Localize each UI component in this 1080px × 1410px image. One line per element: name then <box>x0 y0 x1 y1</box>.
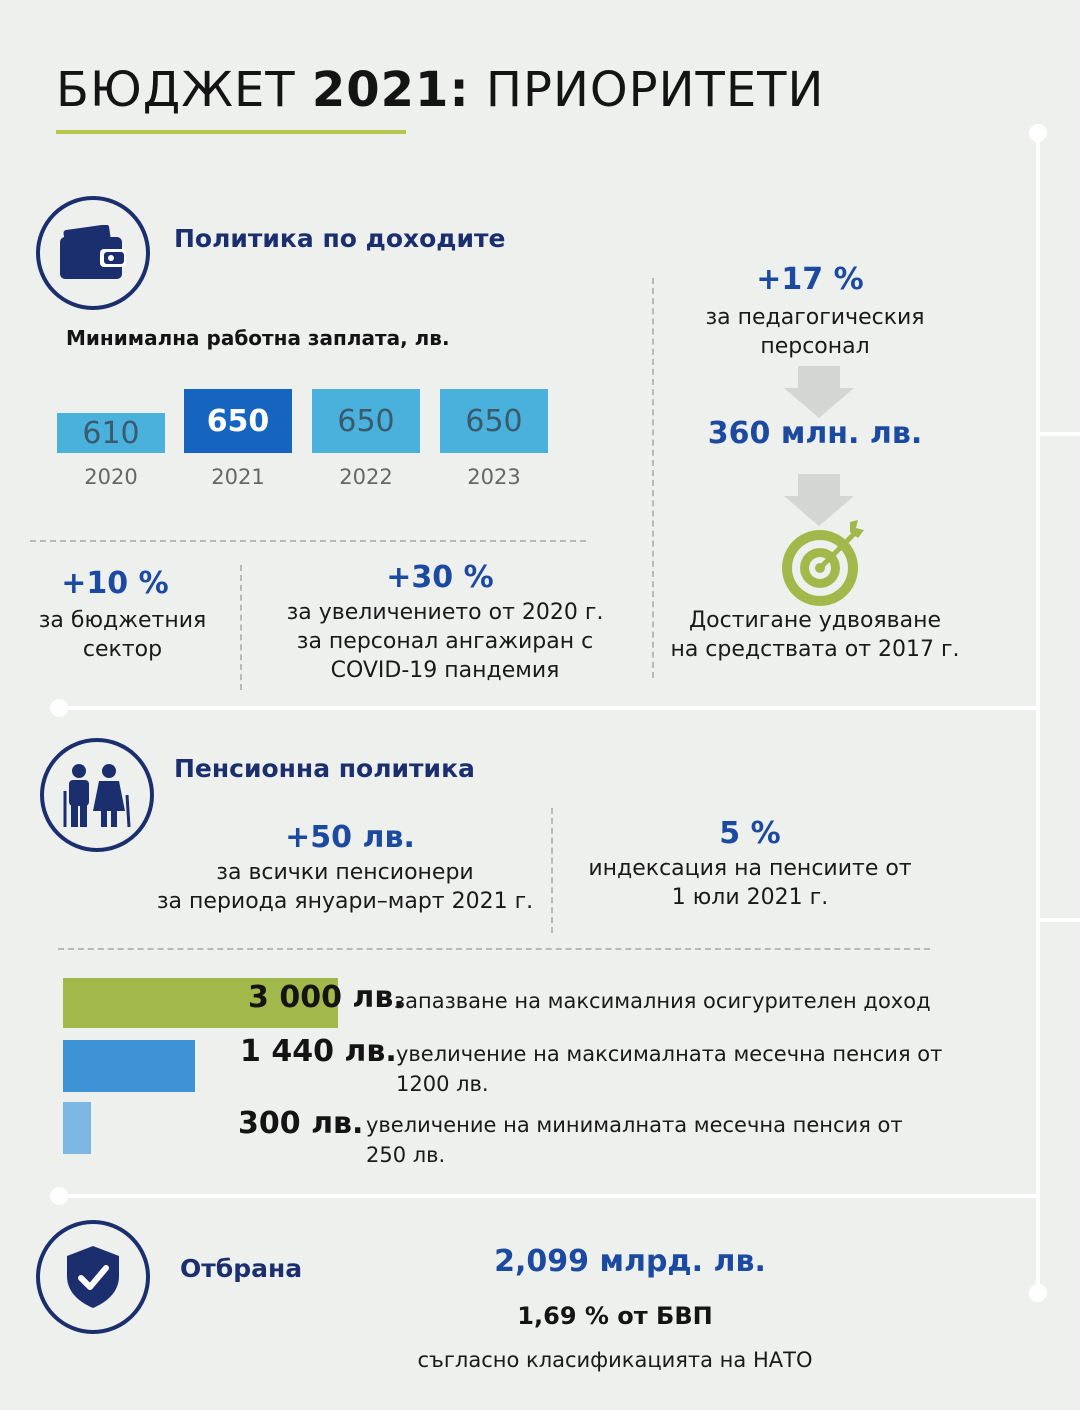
max-pension-amount: 1 440 лв. <box>240 1034 397 1069</box>
all-pensioners-desc: за всички пенсионери за периода януари–март 2021 г. <box>156 860 534 914</box>
arrow-down-icon <box>784 366 854 418</box>
dashed-divider <box>551 808 553 933</box>
pedagogic-desc: за педагогическия персонал <box>705 305 925 359</box>
divider-pension-defense <box>58 1194 1038 1198</box>
elderly-couple-icon <box>40 738 154 852</box>
wage-year-2020: 2020 <box>84 465 138 489</box>
income-section-title: Политика по доходите <box>174 224 506 253</box>
dashed-divider <box>58 948 930 950</box>
dashed-divider <box>30 540 586 542</box>
budget-sector-value: +10 % <box>61 566 169 601</box>
max-insurance-desc: запазване на максималния осигурителен доход <box>394 989 931 1013</box>
timeline-branch <box>1040 918 1080 922</box>
target-icon <box>778 518 870 608</box>
wage-box-2020: 610 <box>57 413 165 453</box>
pedagogic-amount: 360 млн. лв. <box>707 416 923 451</box>
pension-section-title: Пенсионна политика <box>174 754 475 783</box>
dashed-divider <box>652 278 654 678</box>
goal-desc: Достигане удвояване на средствата от 2017 г. <box>670 608 960 662</box>
timeline-dot-top <box>1029 124 1047 142</box>
pedagogic-value: +17 % <box>756 262 864 297</box>
timeline-branch <box>1040 432 1080 436</box>
shield-check-icon <box>36 1220 150 1334</box>
timeline-vertical <box>1036 132 1040 1292</box>
wage-box-2023: 650 <box>440 389 548 453</box>
defense-gdp: 1,69 % от БВП <box>517 1302 713 1330</box>
dashed-divider <box>240 565 242 690</box>
wage-year-2023: 2023 <box>467 465 521 489</box>
max-insurance-amount: 3 000 лв. <box>248 980 405 1015</box>
timeline-dot-bottom <box>1029 1284 1047 1302</box>
wage-year-2021: 2021 <box>211 465 265 489</box>
max-pension-desc: увеличение на максималната месечна пенсия от 1200 лв. <box>396 1042 943 1096</box>
page-title: БЮДЖЕТ 2021: ПРИОРИТЕТИ <box>56 62 825 118</box>
defense-section-title: Отбрана <box>180 1254 303 1283</box>
wage-box-2022: 650 <box>312 389 420 453</box>
budget-sector-desc: за бюджетния сектор <box>38 608 207 662</box>
indexation-desc: индексация на пенсиите от 1 юли 2021 г. <box>588 856 912 910</box>
wage-box-2021: 650 <box>184 389 292 453</box>
defense-amount: 2,099 млрд. лв. <box>494 1244 766 1279</box>
covid-staff-desc: за увеличението от 2020 г. за персонал ангажиран с COVID-19 пандемия <box>286 600 604 683</box>
min-pension-amount: 300 лв. <box>238 1106 364 1141</box>
min-pension-desc: увеличение на минималната месечна пенсия от 250 лв. <box>366 1113 903 1167</box>
timeline-dot <box>50 699 68 717</box>
defense-note: съгласно класификацията на НАТО <box>417 1348 813 1372</box>
min-pension-bar <box>63 1102 91 1154</box>
title-underline <box>56 130 406 134</box>
timeline-dot <box>50 1187 68 1205</box>
max-pension-bar <box>63 1040 195 1092</box>
indexation-value: 5 % <box>719 816 781 851</box>
wallet-icon <box>36 196 150 310</box>
wage-year-2022: 2022 <box>339 465 393 489</box>
minimum-wage-title: Минимална работна заплата, лв. <box>66 326 450 350</box>
all-pensioners-value: +50 лв. <box>285 820 415 855</box>
divider-income-pension <box>58 706 1038 710</box>
covid-staff-value: +30 % <box>386 560 494 595</box>
